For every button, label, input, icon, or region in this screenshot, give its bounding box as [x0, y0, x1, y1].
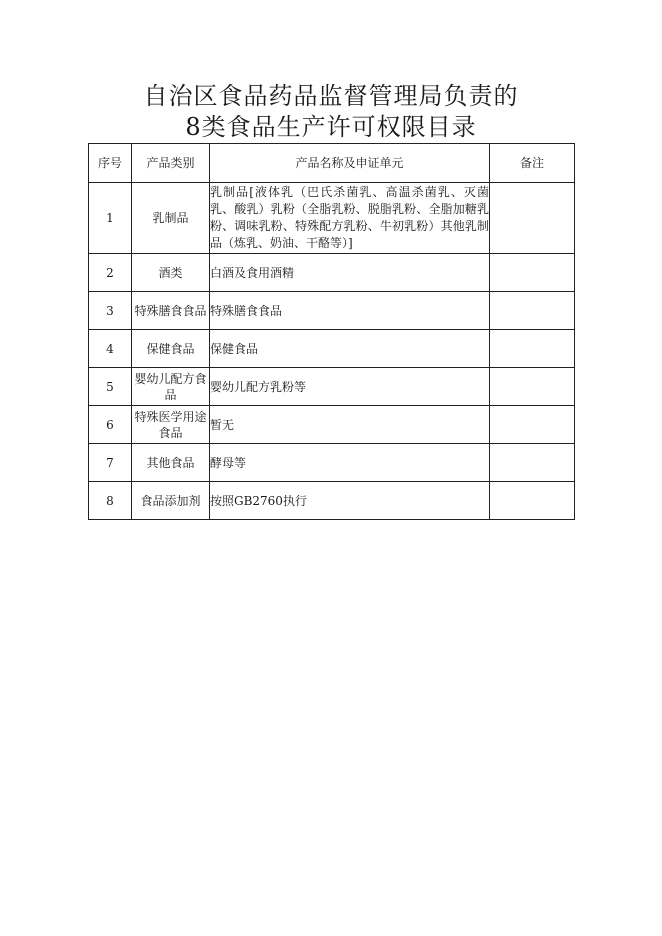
- row-note: [490, 292, 575, 330]
- row-category: 食品添加剂: [132, 482, 210, 520]
- document-title: [0, 81, 662, 143]
- row-no: 3: [89, 292, 132, 330]
- table-row: [89, 292, 575, 330]
- header-note: 备注: [490, 144, 575, 183]
- row-no: 2: [89, 254, 132, 292]
- header-category: 产品类别: [132, 144, 210, 183]
- row-category: 特殊医学用途食品: [132, 406, 210, 444]
- row-category: 婴幼儿配方食品: [132, 368, 210, 406]
- table-row: [89, 444, 575, 482]
- title-line-2: 8类食品生产许可权限目录: [185, 113, 477, 141]
- row-note: [490, 482, 575, 520]
- row-no: 1: [89, 183, 132, 254]
- row-product-name: 白酒及食用酒精: [210, 254, 490, 292]
- row-note: [490, 406, 575, 444]
- table-header-row: [89, 144, 575, 183]
- row-note: [490, 183, 575, 254]
- title-line-1: 自治区食品药品监督管理局负责的: [143, 82, 519, 110]
- row-category: 保健食品: [132, 330, 210, 368]
- row-note: [490, 368, 575, 406]
- row-product-name: 酵母等: [210, 444, 490, 482]
- table-row: [89, 368, 575, 406]
- row-product-name: 按照GB2760执行: [210, 482, 490, 520]
- row-category: 其他食品: [132, 444, 210, 482]
- row-product-name: 特殊膳食食品: [210, 292, 490, 330]
- row-no: 5: [89, 368, 132, 406]
- row-no: 8: [89, 482, 132, 520]
- row-product-name: 保健食品: [210, 330, 490, 368]
- row-no: 4: [89, 330, 132, 368]
- row-category: 乳制品: [132, 183, 210, 254]
- row-product-name: 暂无: [210, 406, 490, 444]
- row-category: 酒类: [132, 254, 210, 292]
- row-category: 特殊膳食食品: [132, 292, 210, 330]
- row-product-name: 乳制品[液体乳（巴氏杀菌乳、高温杀菌乳、灭菌乳、酸乳）乳粉（全脂乳粉、脱脂乳粉、全脂加糖乳粉、调味乳粉、特殊配方乳粉、牛初乳粉）其他乳制品（炼乳、奶油、干酪等）]: [210, 183, 490, 254]
- table-row: [89, 183, 575, 254]
- header-name: 产品名称及申证单元: [210, 144, 490, 183]
- row-product-name: 婴幼儿配方乳粉等: [210, 368, 490, 406]
- row-no: 7: [89, 444, 132, 482]
- table-row: [89, 330, 575, 368]
- row-no: 6: [89, 406, 132, 444]
- table-row: [89, 482, 575, 520]
- header-no: 序号: [89, 144, 132, 183]
- row-note: [490, 254, 575, 292]
- table-row: [89, 254, 575, 292]
- row-note: [490, 330, 575, 368]
- table-row: [89, 406, 575, 444]
- permit-catalog-table: [88, 143, 575, 520]
- row-note: [490, 444, 575, 482]
